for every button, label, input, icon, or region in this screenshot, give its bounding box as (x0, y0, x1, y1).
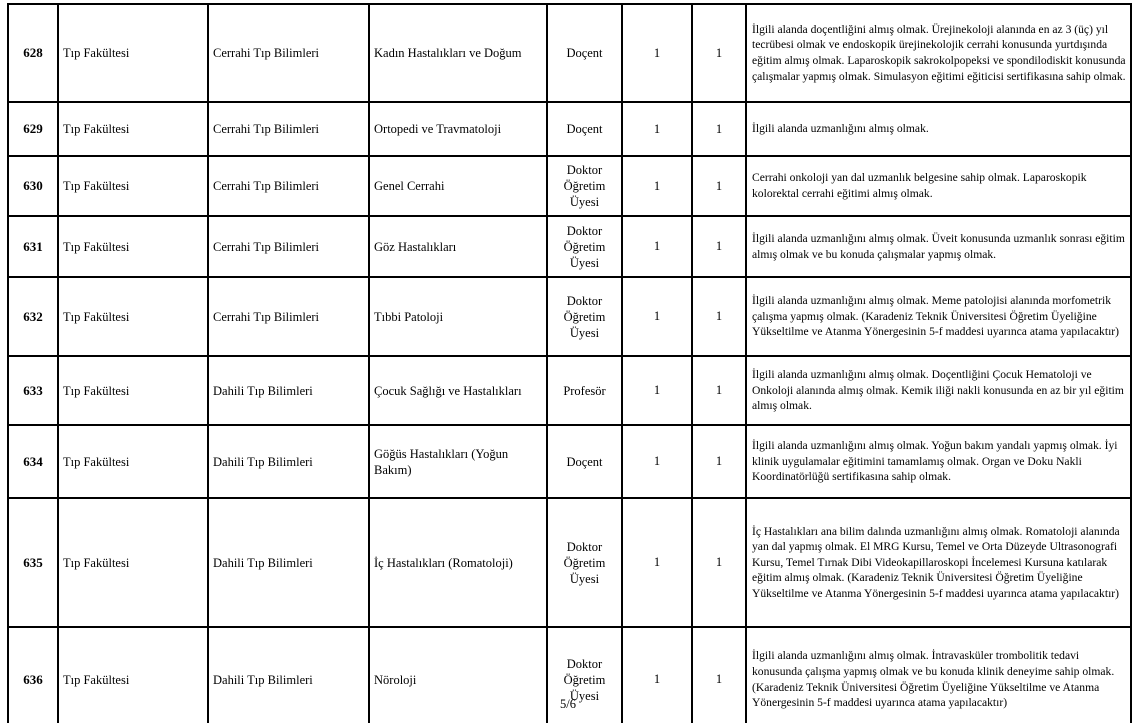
requirements-cell: İlgili alanda uzmanlığını almış olmak. Yoğun bakım yandalı yapmış olmak. İyi klinik uygulamalar eğitimini tamamlamış olmak. Organ ve Doku Nakli Koordinatörlüğü sertifikasına sahip olmak. (746, 425, 1131, 498)
academic-title-cell: Doktor Öğretim Üyesi (547, 627, 622, 723)
table-body (8, 4, 1131, 723)
department-cell: Dahili Tıp Bilimleri (208, 356, 369, 425)
faculty-cell: Tıp Fakültesi (58, 498, 208, 627)
position-number-cell: 633 (8, 356, 58, 425)
count-cell: 1 (692, 156, 746, 216)
grade-cell: 1 (622, 277, 692, 356)
department-cell: Cerrahi Tıp Bilimleri (208, 216, 369, 277)
requirements-cell: İlgili alanda uzmanlığını almış olmak. Meme patolojisi alanında morfometrik çalışma yapmış olmak. (Karadeniz Teknik Üniversitesi Öğretim Üyeliğine Yükseltilme ve Atanma Yönergesinin 5-f maddesi uyarınca atama yapılacaktır) (746, 277, 1131, 356)
grade-cell: 1 (622, 627, 692, 723)
position-number-cell: 628 (8, 4, 58, 102)
department-cell: Dahili Tıp Bilimleri (208, 498, 369, 627)
position-number-cell: 629 (8, 102, 58, 156)
faculty-cell: Tıp Fakültesi (58, 425, 208, 498)
grade-cell: 1 (622, 4, 692, 102)
grade-cell: 1 (622, 156, 692, 216)
program-cell: Göz Hastalıkları (369, 216, 547, 277)
department-cell: Dahili Tıp Bilimleri (208, 627, 369, 723)
position-number-cell: 630 (8, 156, 58, 216)
academic-title-cell: Doçent (547, 102, 622, 156)
table-row (8, 277, 1131, 356)
requirements-cell: İlgili alanda uzmanlığını almış olmak. Doçentliğini Çocuk Hematoloji ve Onkoloji alanında almış olmak. Kemik iliği nakli konusunda en az bir yıl eğitim almış olmak. (746, 356, 1131, 425)
faculty-positions-table (7, 3, 1132, 723)
program-cell: Kadın Hastalıkları ve Doğum (369, 4, 547, 102)
academic-title-cell: Profesör (547, 356, 622, 425)
program-cell: Ortopedi ve Travmatoloji (369, 102, 547, 156)
faculty-cell: Tıp Fakültesi (58, 216, 208, 277)
faculty-cell: Tıp Fakültesi (58, 356, 208, 425)
academic-title-cell: Doktor Öğretim Üyesi (547, 216, 622, 277)
grade-cell: 1 (622, 216, 692, 277)
faculty-cell: Tıp Fakültesi (58, 627, 208, 723)
requirements-cell: İlgili alanda uzmanlığını almış olmak. (746, 102, 1131, 156)
table-row (8, 356, 1131, 425)
faculty-cell: Tıp Fakültesi (58, 277, 208, 356)
count-cell: 1 (692, 102, 746, 156)
requirements-cell: Cerrahi onkoloji yan dal uzmanlık belgesine sahip olmak. Laparoskopik kolorektal cerrahi eğitimi almış olmak. (746, 156, 1131, 216)
grade-cell: 1 (622, 356, 692, 425)
grade-cell: 1 (622, 425, 692, 498)
table-row (8, 216, 1131, 277)
count-cell: 1 (692, 356, 746, 425)
faculty-cell: Tıp Fakültesi (58, 4, 208, 102)
position-number-cell: 631 (8, 216, 58, 277)
academic-title-cell: Doktor Öğretim Üyesi (547, 498, 622, 627)
academic-title-cell: Doçent (547, 4, 622, 102)
position-number-cell: 632 (8, 277, 58, 356)
program-cell: Çocuk Sağlığı ve Hastalıkları (369, 356, 547, 425)
table-row (8, 425, 1131, 498)
program-cell: Göğüs Hastalıkları (Yoğun Bakım) (369, 425, 547, 498)
program-cell: İç Hastalıkları (Romatoloji) (369, 498, 547, 627)
program-cell: Genel Cerrahi (369, 156, 547, 216)
count-cell: 1 (692, 277, 746, 356)
academic-title-cell: Doçent (547, 425, 622, 498)
table-row (8, 4, 1131, 102)
table-row (8, 156, 1131, 216)
department-cell: Cerrahi Tıp Bilimleri (208, 277, 369, 356)
requirements-cell: İlgili alanda uzmanlığını almış olmak. Üveit konusunda uzmanlık sonrası eğitim almış olmak ve bu konuda çalışmalar yapmış olmak. (746, 216, 1131, 277)
faculty-cell: Tıp Fakültesi (58, 102, 208, 156)
academic-title-cell: Doktor Öğretim Üyesi (547, 277, 622, 356)
faculty-cell: Tıp Fakültesi (58, 156, 208, 216)
program-cell: Nöroloji (369, 627, 547, 723)
count-cell: 1 (692, 425, 746, 498)
department-cell: Cerrahi Tıp Bilimleri (208, 156, 369, 216)
page-number: 5/6 (560, 697, 576, 711)
table-row (8, 498, 1131, 627)
grade-cell: 1 (622, 498, 692, 627)
department-cell: Cerrahi Tıp Bilimleri (208, 102, 369, 156)
department-cell: Dahili Tıp Bilimleri (208, 425, 369, 498)
academic-title-cell: Doktor Öğretim Üyesi (547, 156, 622, 216)
department-cell: Cerrahi Tıp Bilimleri (208, 4, 369, 102)
table-row (8, 102, 1131, 156)
position-number-cell: 634 (8, 425, 58, 498)
position-number-cell: 636 (8, 627, 58, 723)
count-cell: 1 (692, 627, 746, 723)
count-cell: 1 (692, 4, 746, 102)
count-cell: 1 (692, 216, 746, 277)
requirements-cell: İç Hastalıkları ana bilim dalında uzmanlığını almış olmak. Romatoloji alanında yan dal yapmış olmak. El MRG Kursu, Temel ve Orta Düzeyde Ultrasonografi Kursu, Temel Tırnak Dibi Videokapillaroskopi İncelemesi Kursuna katılarak eğitim almış olmak. (Karadeniz Teknik Üniversitesi Öğretim Üyeliğine Yükseltilme ve Atanma Yönergesinin 5-f maddesi uyarınca atama yapılacaktır) (746, 498, 1131, 627)
requirements-cell: İlgili alanda doçentliğini almış olmak. Ürejinekoloji alanında en az 3 (üç) yıl tecrübesi olmak ve endoskopik ürejinekolojik cerrahi konusunda yurtdışında eğitim almış olmak. Laparoskopik sakrokolpopeksi ve spondilodiskit konusunda çalışmalar yapmış olmak. Simulasyon eğitimi eğiticisi sertifikasına sahip olmak. (746, 4, 1131, 102)
program-cell: Tıbbi Patoloji (369, 277, 547, 356)
grade-cell: 1 (622, 102, 692, 156)
requirements-cell: İlgili alanda uzmanlığını almış olmak. İntravasküler trombolitik tedavi konusunda çalışma yapmış olmak ve bu konuda klinik deneyime sahip olmak. (Karadeniz Teknik Üniversitesi Öğretim Üyeliğine Yükseltilme ve Atanma Yönergesinin 5-f maddesi uyarınca atama yapılacaktır) (746, 627, 1131, 723)
count-cell: 1 (692, 498, 746, 627)
position-number-cell: 635 (8, 498, 58, 627)
